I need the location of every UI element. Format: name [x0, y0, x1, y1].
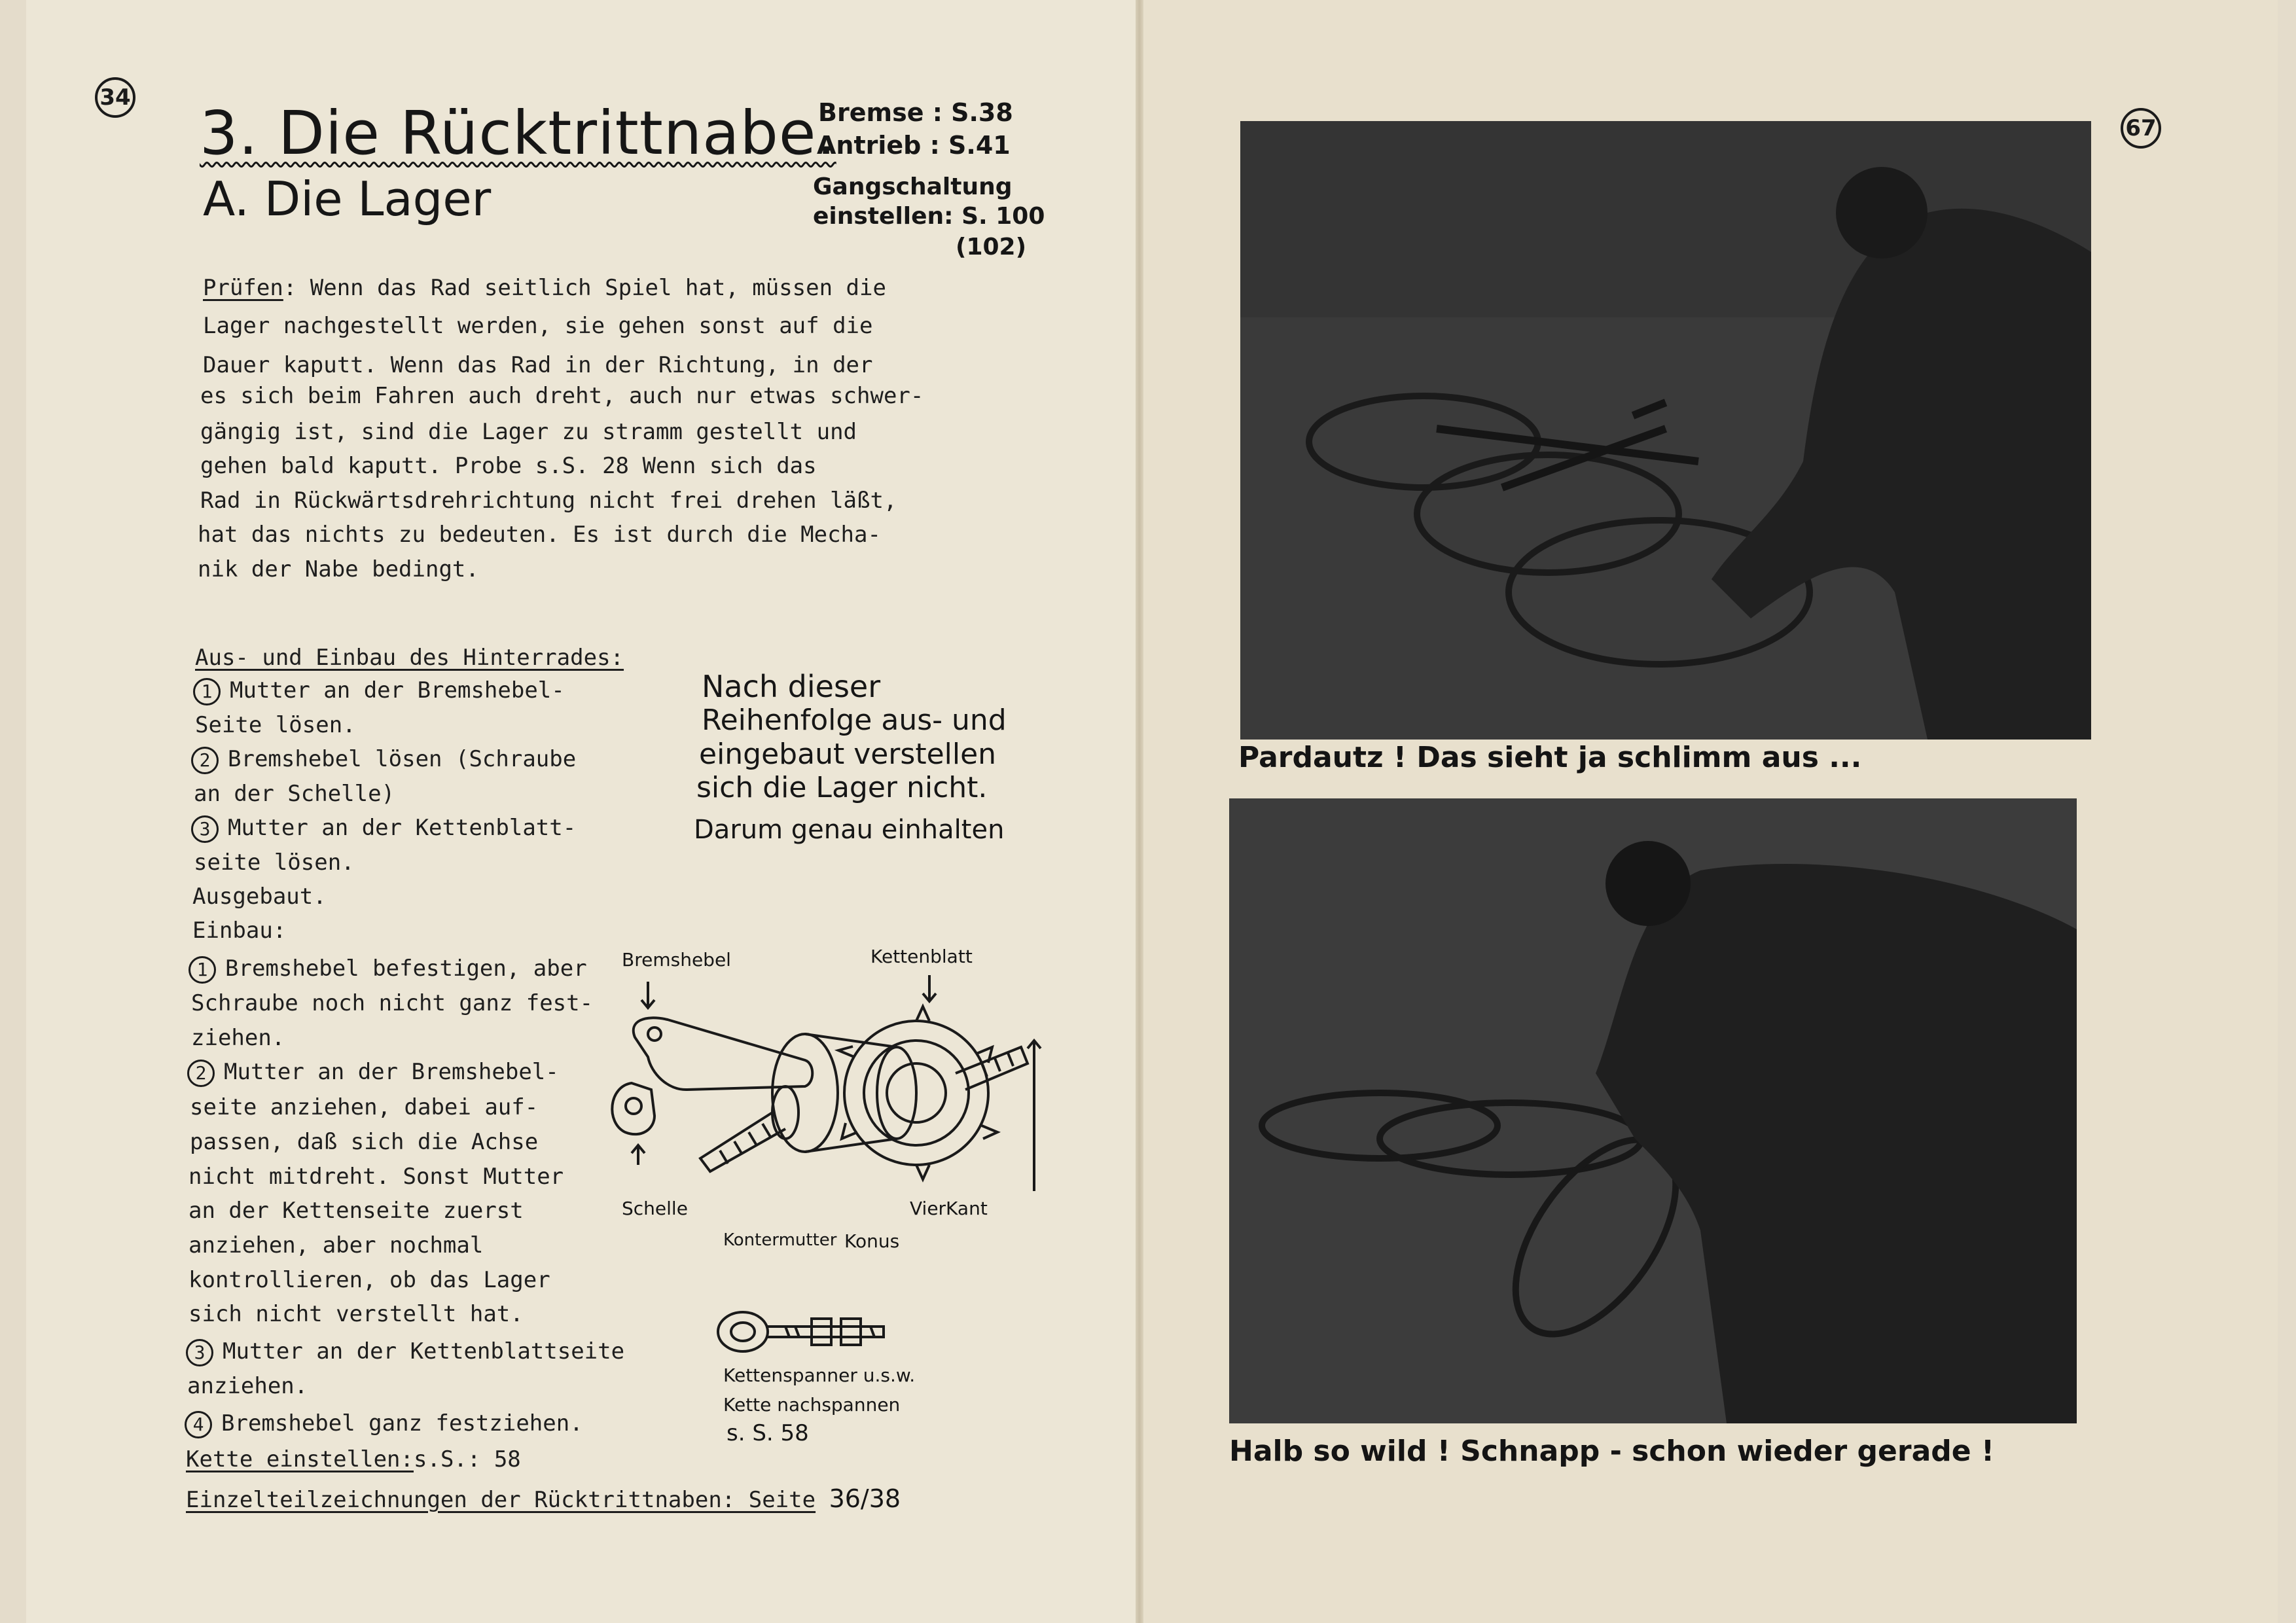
label-spanner-ref: s. S. 58 [726, 1420, 809, 1446]
note-line: sich die Lager nicht. [696, 771, 988, 804]
crossref-drive: Antrieb : S.41 [817, 131, 1011, 160]
pruefen-line: hat das nichts zu bedeuten. Es ist durch die Mecha- [198, 522, 881, 548]
caption-top: Pardautz ! Das sieht ja schlimm aus ... [1238, 741, 1862, 774]
label-kontermutter: Kontermutter [723, 1230, 837, 1250]
step-text: anziehen. [187, 1373, 308, 1399]
hub-diagram-drawing [589, 942, 1047, 1309]
pruefen-line: Lager nachgestellt werden, sie gehen sonst auf die [203, 313, 873, 339]
step-text: an der Schelle) [194, 781, 395, 807]
crossref-gear: Gangschaltung [813, 173, 1013, 200]
step-number: 3 [186, 1339, 213, 1366]
left-page-number: 34 [95, 77, 135, 118]
ausgebaut-label: Ausgebaut. [192, 883, 327, 910]
step-number: 3 [191, 815, 219, 843]
pruefen-line: gängig ist, sind die Lager zu stramm gestellt und [200, 419, 857, 445]
note-emphasis: Darum genau einhalten [694, 815, 1005, 845]
step-text: Bremshebel befestigen, aber [225, 955, 587, 982]
kette-label: Kette einstellen: [186, 1446, 414, 1472]
note-line: Reihenfolge aus- und [702, 704, 1007, 737]
step-text: passen, daß sich die Achse [190, 1129, 539, 1155]
step-text: seite lösen. [194, 849, 355, 876]
step-text: an der Kettenseite zuerst [188, 1198, 524, 1224]
step-number: 1 [193, 678, 221, 705]
step-text: seite anziehen, dabei auf- [190, 1094, 539, 1120]
label-kette-nachspannen: Kette nachspannen [723, 1394, 901, 1416]
step-text: Schraube noch nicht ganz fest- [191, 990, 594, 1016]
label-konus: Konus [844, 1230, 900, 1252]
kette-ref: s.S.: 58 [414, 1446, 521, 1472]
pruefen-line: gehen bald kaputt. Probe s.S. 28 Wenn sich das [200, 453, 817, 479]
einzelteil-ref: 36/38 [829, 1484, 901, 1513]
step-text: Mutter an der Kettenblatt- [228, 815, 577, 841]
crossref-gear-alt: (102) [956, 234, 1027, 260]
step-text: sich nicht verstellt hat. [188, 1301, 524, 1327]
pruefen-line: Rad in Rückwärtsdrehrichtung nicht frei drehen läßt, [200, 488, 897, 514]
caption-bottom: Halb so wild ! Schnapp - schon wieder gerade ! [1229, 1435, 1995, 1468]
step-number: 2 [191, 747, 219, 774]
tensioner-diagram [713, 1299, 975, 1450]
step-text: ziehen. [191, 1025, 285, 1051]
note-line: eingebaut verstellen [699, 738, 997, 771]
section-subtitle: A. Die Lager [203, 171, 492, 226]
einzelteil-label: Einzelteilzeichnungen der Rücktrittnaben: Seite [186, 1487, 816, 1513]
step-number: 2 [187, 1060, 215, 1087]
step-text: Mutter an der Bremshebel- [230, 677, 565, 704]
note-line: Nach dieser [702, 669, 881, 704]
label-kettenspanner: Kettenspanner u.s.w. [723, 1364, 916, 1386]
crossref-gear-page: einstellen: S. 100 [813, 203, 1045, 230]
step-text: anziehen, aber nochmal [188, 1232, 484, 1258]
ausbau-heading: Aus- und Einbau des Hinterrades: [195, 645, 624, 671]
label-schelle: Schelle [622, 1198, 688, 1219]
photo-bike-fallen-scene [1240, 121, 2091, 740]
right-page-number: 67 [2121, 108, 2161, 149]
einbau-label: Einbau: [192, 918, 287, 944]
pruefen-label: Prüfen [203, 275, 283, 301]
step-number: 4 [185, 1411, 212, 1438]
step-text: Bremshebel lösen (Schraube [228, 746, 577, 772]
chapter-title: 3. Die Rücktrittnabe. [200, 98, 836, 168]
step-text: kontrollieren, ob das Lager [188, 1267, 550, 1293]
label-vierkant: VierKant [910, 1198, 988, 1219]
photo-bike-fallen [1240, 121, 2091, 740]
step-text: Bremshebel ganz festziehen. [221, 1410, 583, 1436]
label-bremshebel: Bremshebel [622, 949, 731, 971]
pruefen-line: Dauer kaputt. Wenn das Rad in der Richtung, in der [203, 352, 873, 378]
step-text: Seite lösen. [195, 712, 356, 738]
pruefen-line: nik der Nabe bedingt. [198, 556, 479, 582]
tensioner-drawing [713, 1299, 975, 1364]
step-text: Mutter an der Kettenblattseite [223, 1338, 625, 1364]
pruefen-line: : Wenn das Rad seitlich Spiel hat, müssen die [283, 275, 886, 301]
photo-bike-fixed [1229, 798, 2077, 1423]
hub-diagram [589, 942, 1047, 1309]
step-number: 1 [188, 956, 216, 984]
page-fold [1136, 0, 1143, 1623]
photo-bike-fixed-scene [1229, 798, 2077, 1423]
step-text: Mutter an der Bremshebel- [224, 1059, 559, 1085]
pruefen-line: es sich beim Fahren auch dreht, auch nur etwas schwer- [200, 383, 924, 409]
crossref-brake: Bremse : S.38 [818, 98, 1013, 127]
step-text: nicht mitdreht. Sonst Mutter [188, 1164, 564, 1190]
label-kettenblatt: Kettenblatt [870, 946, 973, 967]
